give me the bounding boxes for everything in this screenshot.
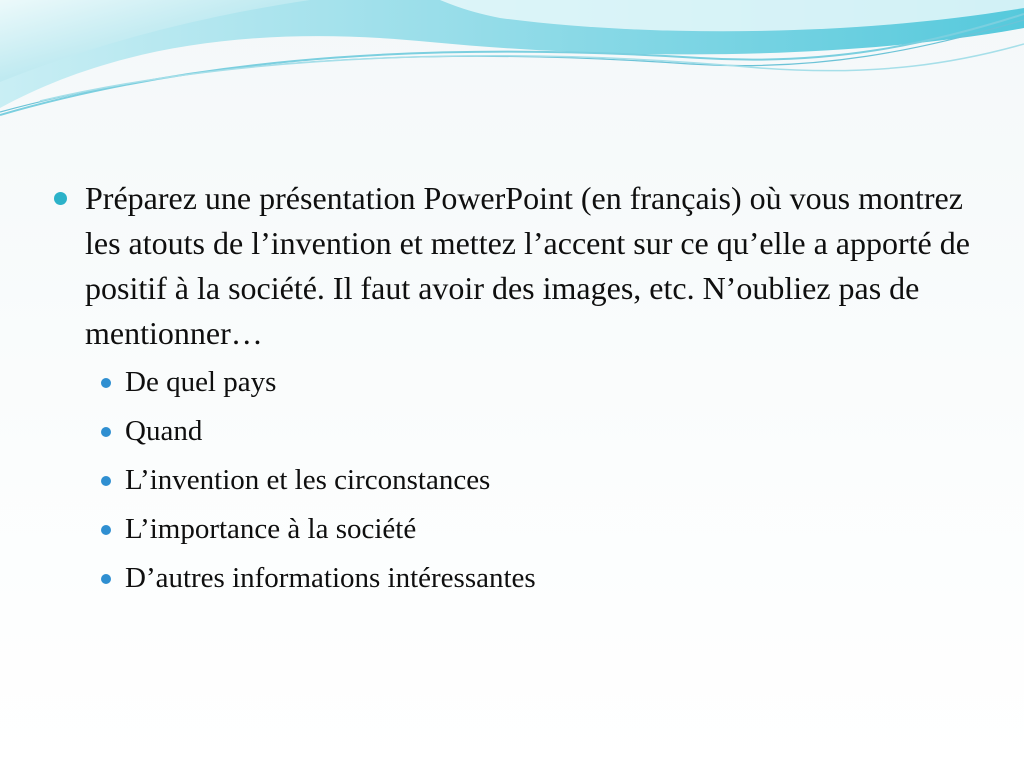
sub-bullet-item [52, 358, 982, 407]
sub-bullet-list [52, 358, 982, 603]
sub-bullet-item [52, 505, 982, 554]
sub-bullet-text: L’importance à la société [125, 513, 417, 545]
sub-bullet-item [52, 407, 982, 456]
header-wave-decoration [0, 0, 1024, 130]
sub-bullet-dot [101, 427, 111, 437]
slide-content [52, 176, 982, 603]
sub-bullet-dot [101, 574, 111, 584]
sub-bullet-text: L’invention et les circonstances [125, 464, 491, 496]
sub-bullet-dot [101, 525, 111, 535]
main-bullet-text: Préparez une présentation PowerPoint (en français) où vous montrez les atouts de l’invention et mettez l’accent sur ce qu’elle a apporté de positif à la société. Il faut avoir des images, etc. N’oubliez pas de mentionner… [85, 180, 970, 351]
sub-bullet-item [52, 554, 982, 603]
main-bullet-dot [54, 192, 67, 205]
sub-bullet-text: De quel pays [125, 366, 277, 398]
sub-bullet-dot [101, 378, 111, 388]
sub-bullet-text: Quand [125, 415, 203, 447]
sub-bullet-dot [101, 476, 111, 486]
main-bullet-item [52, 176, 982, 356]
sub-bullet-text: D’autres informations intéressantes [125, 562, 536, 594]
sub-bullet-item [52, 456, 982, 505]
